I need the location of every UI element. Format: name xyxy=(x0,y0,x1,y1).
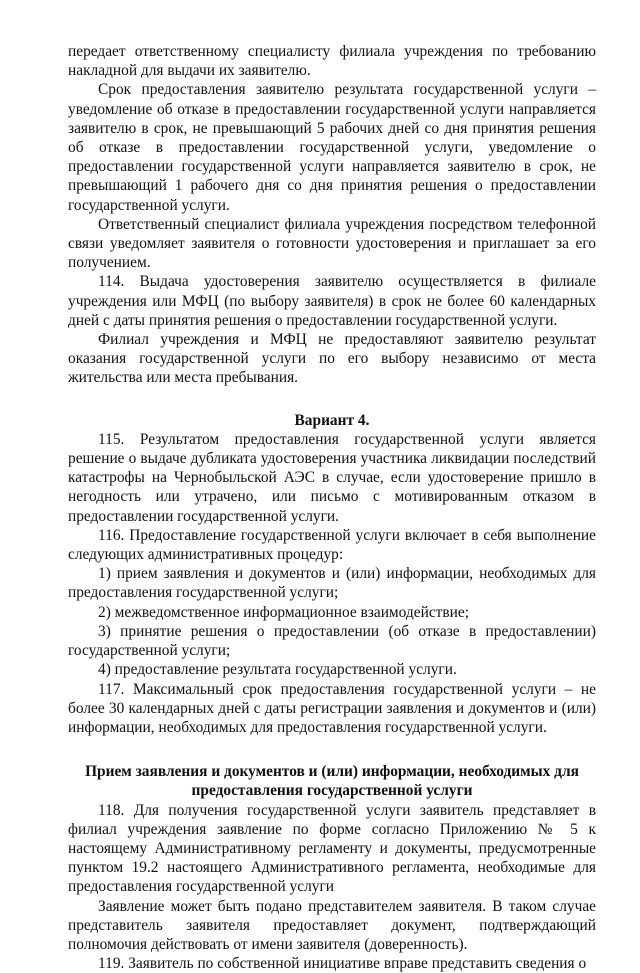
paragraph: Заявление может быть подано представителем заявителя. В таком случае представитель заявителя предоставляет документ, подтверждающий полномочия действовать от имени заявителя (доверенность). xyxy=(68,897,596,953)
paragraph-117: 117. Максимальный срок предоставления государственной услуги – не более 30 календарных дней с даты регистрации заявления и документов и (или) информации, необходимых для предоставления государственной услуги. xyxy=(68,680,596,736)
list-item: 4) предоставление результата государственной услуги. xyxy=(98,661,457,679)
section-heading: Прием заявления и документов и (или) информации, необходимых для предоставления государственной услуги xyxy=(85,763,579,800)
paragraph: Ответственный специалист филиала учреждения посредством телефонной связи уведомляет заявителя о готовности удостоверения и приглашает за его получением. xyxy=(68,215,596,272)
paragraph-119: 119. Заявитель по собственной инициативе вправе представить сведения о xyxy=(98,955,587,973)
paragraph-116: 116. Предоставление государственной услуги включает в себя выполнение следующих административных процедур: xyxy=(68,526,596,564)
paragraph: Филиал учреждения и МФЦ не предоставляют заявителю результат оказания государственной услуги по его выбору независимо от места жительства или места пребывания. xyxy=(68,331,596,387)
paragraph: Срок предоставления заявителю результата государственной услуги – уведомление об отказе в предоставлении государственной услуги направляется заявителю в срок, не превышающий 5 рабочих дней со дня принятия решения об отказе в предоставлении государственной услуги, уведомление о предоставлении государственной услуги направляется заявителю в срок, не превышающий 1 рабочего дня со дня принятия решения о предоставлении государственной услуги. xyxy=(68,81,596,214)
list-item: 2) межведомственное информационное взаимодействие; xyxy=(98,603,469,621)
paragraph-118: 118. Для получения государственной услуги заявитель представляет в филиал учреждения заявление по форме согласно Приложению № 5 к настоящему Административному регламенту и документы, предусмотренные пунктом 19.2 настоящего Административного регламента, необходимые для предоставления государственной услуги xyxy=(68,801,596,896)
list-item: 3) принятие решения о предоставлении (об отказе в предоставлении) государственной услуги; xyxy=(68,622,596,660)
list-item: 1) прием заявления и документов и (или) информации, необходимых для предоставления государственной услуги; xyxy=(68,565,596,602)
variant-heading: Вариант 4. xyxy=(294,411,370,429)
paragraph-115: 115. Результатом предоставления государственной услуги является решение о выдаче дубликата удостоверения участника ликвидации последствий катастрофы на Чернобыльской АЭС в случае, если удостоверение пришло в негодность или утрачено, или письмо с мотивированным отказом в предоставлении государственной услуги. xyxy=(68,430,596,525)
spacer xyxy=(68,388,596,407)
paragraph: передает ответственному специалисту филиала учреждения по требованию накладной для выдачи их заявителю. xyxy=(68,43,596,80)
spacer xyxy=(68,737,596,756)
paragraph-114: 114. Выдача удостоверения заявителю осуществляется в филиале учреждения или МФЦ (по выбору заявителя) в срок не более 60 календарных дней с даты принятия решения о предоставлении государственной услуги. xyxy=(68,273,596,329)
